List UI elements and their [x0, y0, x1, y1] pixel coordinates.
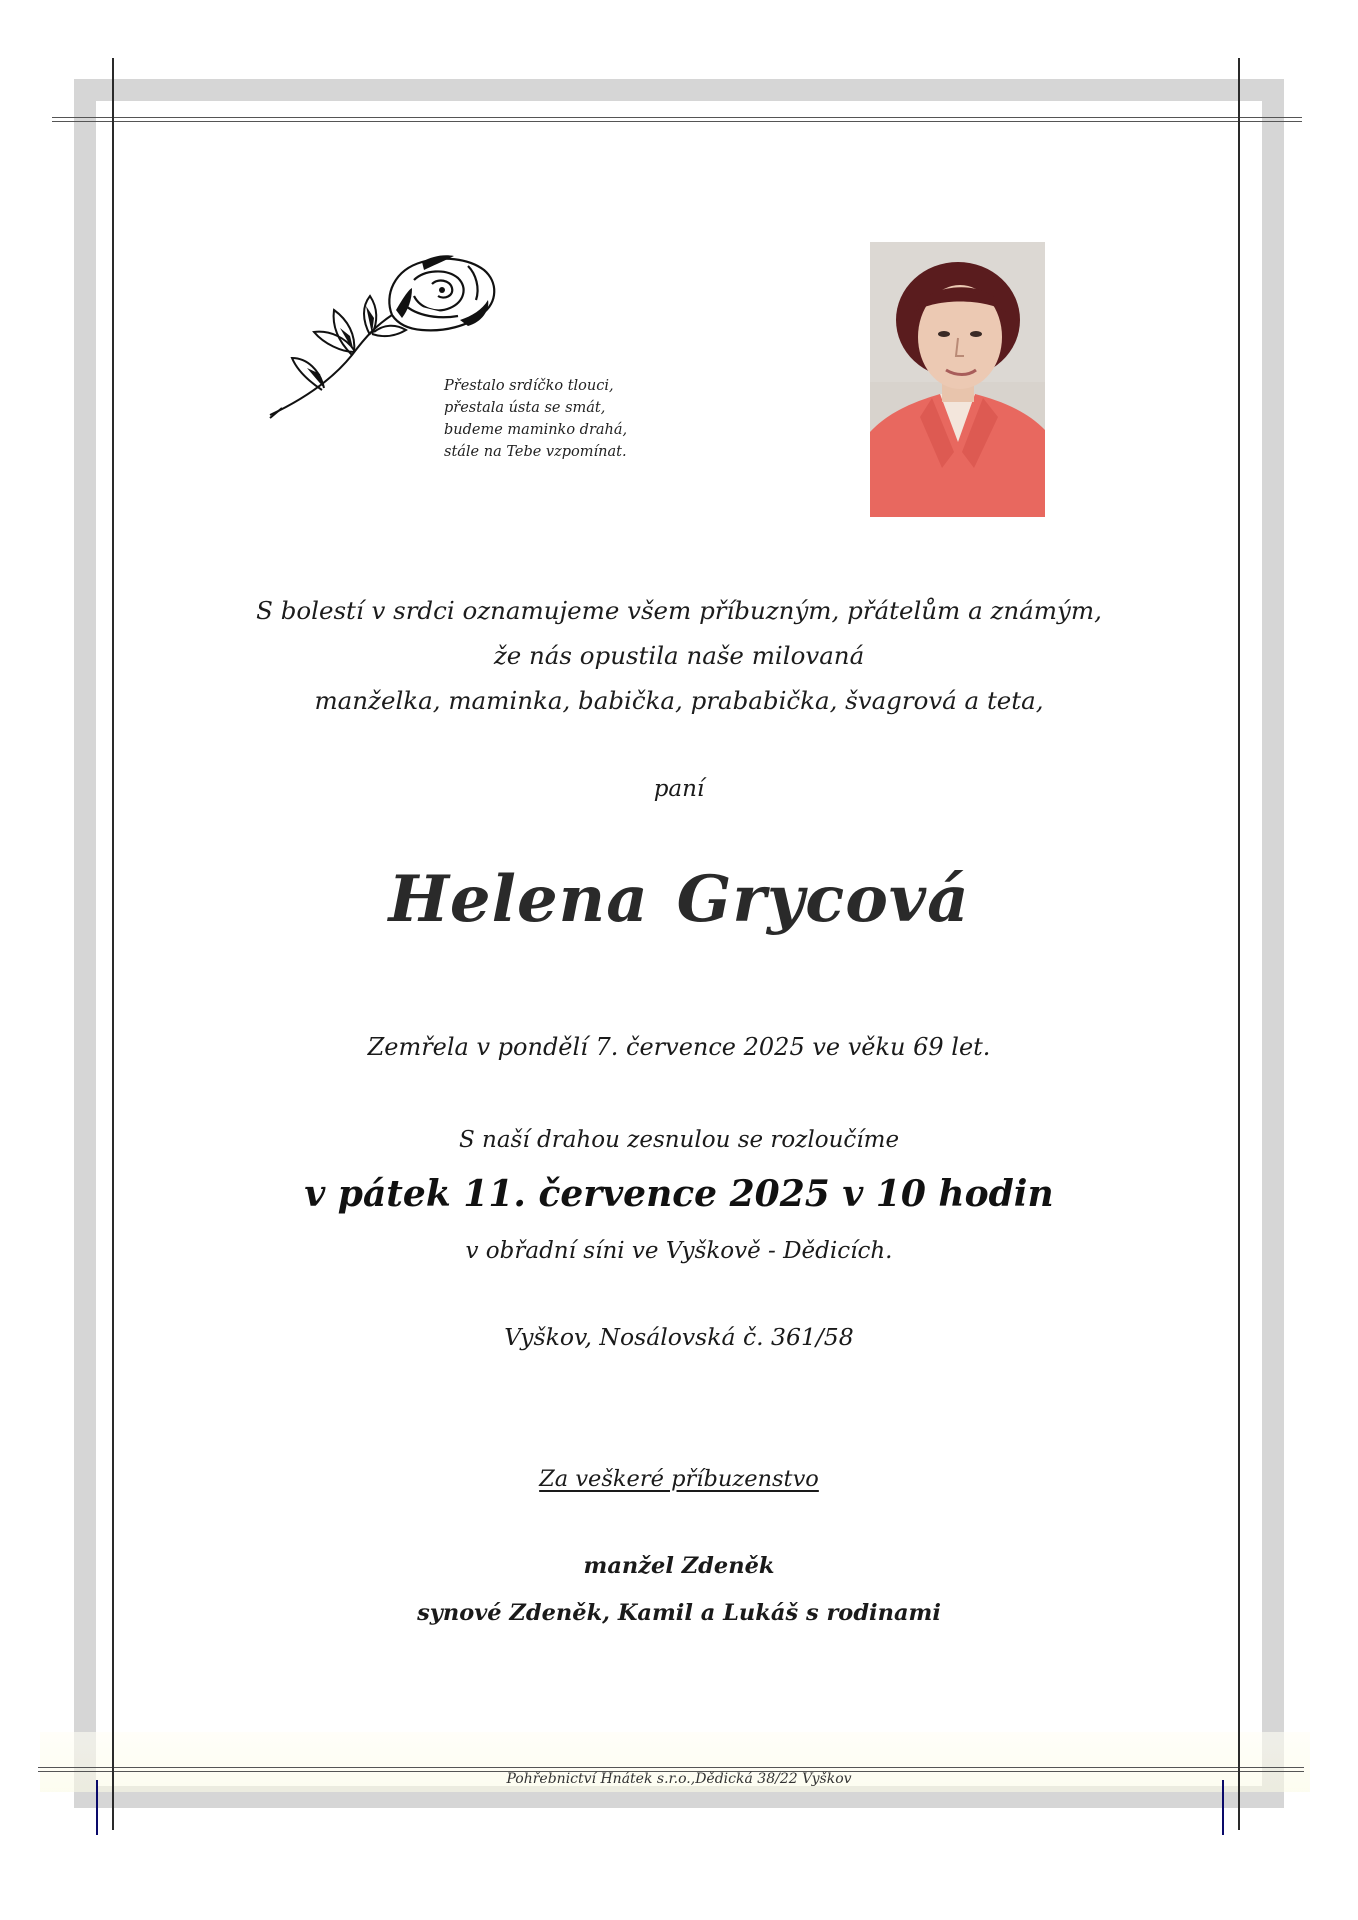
death-info: Zemřela v pondělí 7. července 2025 ve věku 69 let.: [367, 1033, 991, 1061]
deceased-name: [0, 862, 1358, 937]
frame-band-top: [74, 79, 1284, 101]
frame-line-right-lower: [1222, 1780, 1224, 1835]
family-line: synové Zdeněk, Kamil a Lukáš s rodinami: [417, 1600, 941, 1626]
funeral-service-footer: Pohřebnictví Hnátek s.r.o.,Dědická 38/22 Vyškov: [506, 1771, 852, 1787]
poem-line: stále na Tebe vzpomínat.: [444, 444, 627, 460]
portrait-photo: [870, 242, 1045, 517]
farewell-datetime: v pátek 11. července 2025 v 10 hodin: [304, 1173, 1054, 1215]
first-name: Helena: [388, 862, 649, 937]
frame-band-left: [74, 79, 96, 1808]
frame-line-bottom-1: [38, 1767, 1304, 1768]
farewell-place: v obřadní síni ve Vyškově - Dědicích.: [465, 1238, 893, 1264]
farewell-intro: S naší drahou zesnulou se rozloučíme: [458, 1127, 900, 1153]
intro-text: [0, 588, 1358, 723]
frame-line-left-lower: [96, 1780, 98, 1835]
frame-line-top-1: [52, 117, 1302, 118]
family-address: Vyškov, Nosálovská č. 361/58: [504, 1323, 854, 1351]
poem-line: budeme maminko drahá,: [444, 422, 628, 438]
intro-line: že nás opustila naše milovaná: [493, 641, 865, 670]
poem: [444, 375, 704, 463]
poem-line: Přestalo srdíčko tlouci,: [444, 378, 614, 394]
last-name: Grycová: [676, 862, 970, 937]
family-line: manžel Zdeněk: [583, 1553, 775, 1579]
salutation: paní: [653, 776, 705, 802]
intro-line: S bolestí v srdci oznamujeme všem příbuzným, přátelům a známým,: [256, 596, 1102, 625]
family-heading: Za veškeré příbuzenstvo: [539, 1466, 819, 1492]
frame-line-top-2: [52, 121, 1302, 122]
intro-line: manželka, maminka, babička, prababička, švagrová a teta,: [314, 686, 1044, 715]
poem-line: přestala ústa se smát,: [444, 400, 606, 416]
frame-band-right: [1262, 79, 1284, 1808]
